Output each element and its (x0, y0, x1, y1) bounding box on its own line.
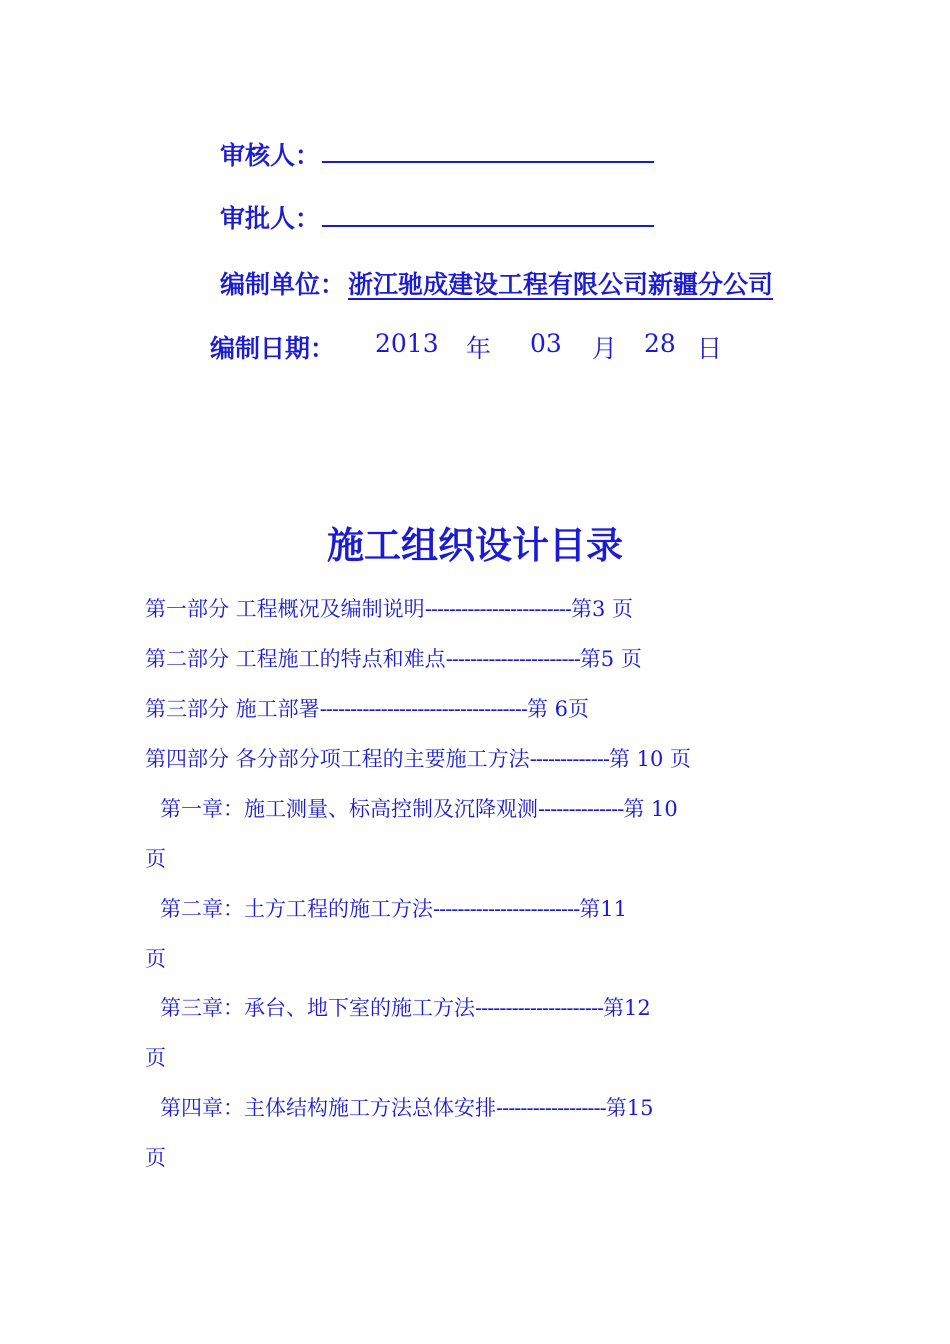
unit-label: 编制单位： (220, 270, 346, 299)
toc-entry-page-wrap: 页 (145, 1146, 166, 1170)
toc-entry (145, 593, 633, 623)
date-day-unit: 日 (697, 334, 723, 363)
toc-entry-page: 第12 (603, 996, 651, 1020)
toc-entry-leader: ------------------ (496, 1096, 606, 1120)
toc-entry-text: 第四章：主体结构施工方法总体安排 (160, 1096, 496, 1120)
reviewer-signature-line (322, 161, 654, 163)
toc-entry (160, 1092, 653, 1122)
toc-entry-page-wrap: 页 (145, 847, 166, 871)
toc-entry-page: 第15 (605, 1096, 654, 1120)
unit-value: 浙江驰成建设工程有限公司新疆分公司 (348, 270, 774, 299)
toc-entry-page: 第 10 页 (608, 747, 692, 771)
date-year-unit: 年 (466, 334, 492, 363)
toc-title: 施工组织设计目录 (327, 523, 623, 567)
toc-entry-leader: ---------------------- (445, 647, 580, 671)
toc-entry (145, 743, 691, 773)
toc-entry-text: 第二部分 工程施工的特点和难点 (145, 647, 446, 671)
date-month-unit: 月 (592, 334, 618, 363)
toc-entry-leader: ------------- (529, 747, 609, 771)
toc-entry-leader: -------------- (538, 797, 624, 821)
toc-entry-leader: ---------------------------------- (319, 697, 527, 721)
toc-entry (160, 992, 651, 1022)
reviewer-label: 审核人： (220, 141, 321, 170)
toc-entry-page: 第11 (579, 897, 628, 921)
toc-entry-leader: ------------------------ (433, 897, 580, 921)
toc-entry (145, 643, 642, 673)
toc-entry-text: 第一章：施工测量、标高控制及沉降观测 (160, 797, 538, 821)
toc-entry (160, 893, 627, 923)
approver-label: 审批人： (220, 204, 321, 233)
toc-entry-page: 第 6页 (526, 697, 589, 721)
toc-entry-page: 第 10 (623, 797, 678, 821)
toc-entry (160, 793, 678, 823)
toc-entry-page-wrap: 页 (145, 1046, 166, 1070)
date-month: 03 (530, 329, 562, 358)
toc-entry-text: 第二章：土方工程的施工方法 (160, 897, 433, 921)
toc-entry-text: 第四部分 各分部分项工程的主要施工方法 (145, 747, 530, 771)
toc-entry-text: 第一部分 工程概况及编制说明 (145, 597, 425, 621)
toc-entry-page-wrap: 页 (145, 947, 166, 971)
date-year: 2013 (375, 329, 439, 358)
toc-entry-text: 第三章：承台、地下室的施工方法 (160, 996, 475, 1020)
toc-entry-text: 第三部分 施工部署 (145, 697, 320, 721)
toc-entry-leader: ------------------------ (424, 597, 571, 621)
date-day: 28 (644, 329, 676, 358)
toc-entry (145, 693, 589, 723)
toc-entry-leader: --------------------- (475, 996, 604, 1020)
toc-entry-page: 第3 页 (570, 597, 634, 621)
date-label: 编制日期： (210, 334, 336, 363)
approver-signature-line (322, 225, 654, 227)
toc-entry-page: 第5 页 (579, 647, 642, 671)
